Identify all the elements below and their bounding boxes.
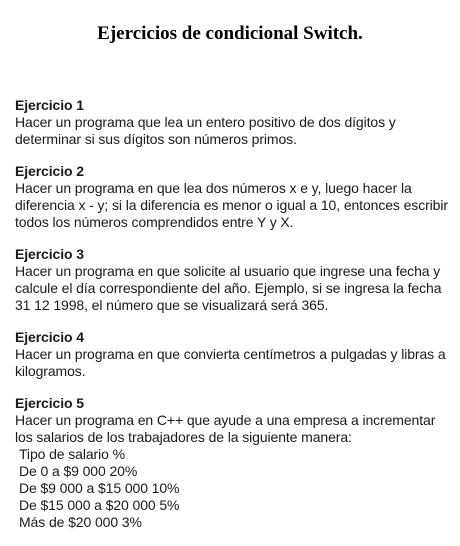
exercise-text: Hacer un programa en que convierta centímetros a pulgadas y libras a kilogramos. [15, 346, 446, 379]
salary-table-row: De $9 000 a $15 000 10% [19, 480, 180, 496]
salary-table-row: De $15 000 a $20 000 5% [19, 497, 180, 513]
exercise-text: Hacer un programa que lea un entero positivo de dos dígitos y determinar si sus dígitos son números primos. [15, 114, 396, 147]
exercise-2 [15, 163, 455, 231]
exercise-heading: Ejercicio 4 [15, 329, 84, 345]
exercise-heading: Ejercicio 3 [15, 246, 84, 262]
exercise-text: Hacer un programa en que lea dos números x e y, luego hacer la diferencia x - y; si la diferencia es menor o igual a 10, entonces escribir todos los números comprendidos entre Y y X. [15, 180, 448, 230]
exercise-heading: Ejercicio 1 [15, 97, 84, 113]
exercise-5 [15, 395, 455, 531]
exercise-list [15, 97, 455, 546]
salary-table [15, 446, 455, 531]
exercise-3 [15, 246, 455, 314]
salary-table-row: Más de $20 000 3% [19, 514, 142, 530]
page-title: Ejercicios de condicional Switch. [97, 23, 363, 44]
exercise-heading: Ejercicio 2 [15, 163, 84, 179]
exercise-text: Hacer un programa en C++ que ayude a una empresa a incrementar los salarios de los trabajadores de la siguiente manera: [15, 412, 436, 445]
exercise-heading: Ejercicio 5 [15, 395, 84, 411]
exercise-text: Hacer un programa en que solicite al usuario que ingrese una fecha y calcule el día correspondiente del año. Ejemplo, si se ingresa la fecha 31 12 1998, el número que se visualizará será 365. [15, 263, 442, 313]
exercise-1 [15, 97, 455, 148]
salary-table-row: De 0 a $9 000 20% [19, 463, 138, 479]
exercise-4 [15, 329, 455, 380]
salary-table-header: Tipo de salario % [19, 446, 125, 462]
